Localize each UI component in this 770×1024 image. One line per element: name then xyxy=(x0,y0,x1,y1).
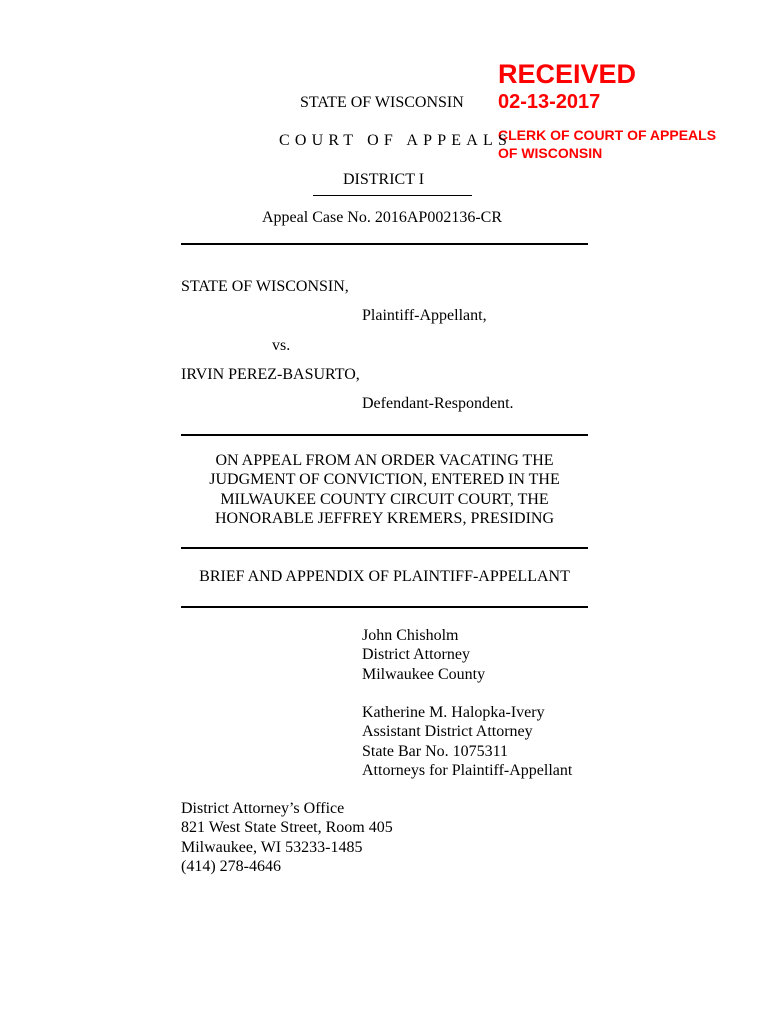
state-heading: STATE OF WISCONSIN xyxy=(300,94,464,111)
court-heading: COURT OF APPEALS xyxy=(279,132,513,149)
appeal-line: HONORABLE JEFFREY KREMERS, PRESIDING xyxy=(215,509,554,527)
counsel-line: Milwaukee County xyxy=(362,665,486,683)
appeal-line: JUDGMENT OF CONVICTION, ENTERED IN THE xyxy=(209,471,560,489)
counsel-line: Katherine M. Halopka-Ivery xyxy=(362,704,545,721)
appeal-line: ON APPEAL FROM AN ORDER VACATING THE xyxy=(215,452,554,469)
counsel-line: District Attorney xyxy=(362,646,470,664)
office-line: (414) 278-4646 xyxy=(181,857,281,875)
counsel-line: Assistant District Attorney xyxy=(362,723,533,741)
appeal-description xyxy=(181,451,588,528)
received-stamp-date: 02-13-2017 xyxy=(498,91,601,113)
defendant-name: IRVIN PEREZ-BASURTO, xyxy=(181,366,360,383)
clerk-line-1: CLERK OF COURT OF APPEALS xyxy=(498,127,717,143)
versus-label: vs. xyxy=(272,337,291,354)
brief-title: BRIEF AND APPENDIX OF PLAINTIFF-APPELLANT xyxy=(199,568,570,585)
district-heading: DISTRICT I xyxy=(343,171,425,188)
counsel-line: Attorneys for Plaintiff-Appellant xyxy=(362,761,573,779)
office-line: 821 West State Street, Room 405 xyxy=(181,819,393,837)
divider-rule-3 xyxy=(181,547,588,549)
divider-rule-4 xyxy=(181,606,588,608)
plaintiff-name: STATE OF WISCONSIN, xyxy=(181,278,349,295)
appeal-line: MILWAUKEE COUNTY CIRCUIT COURT, THE xyxy=(220,490,549,508)
received-stamp-title: RECEIVED xyxy=(498,59,637,89)
district-attorney-block xyxy=(362,626,485,684)
clerk-line-2: OF WISCONSIN xyxy=(498,145,603,161)
counsel-line: State Bar No. 1075311 xyxy=(362,742,509,760)
office-address xyxy=(181,799,393,876)
counsel-line: John Chisholm xyxy=(362,627,459,644)
divider-rule-1 xyxy=(181,243,588,245)
divider-rule-2 xyxy=(181,434,588,436)
office-line: Milwaukee, WI 53233-1485 xyxy=(181,838,363,856)
assistant-attorney-block xyxy=(362,703,572,780)
received-stamp-clerk xyxy=(498,126,716,162)
case-number: Appeal Case No. 2016AP002136-CR xyxy=(262,209,502,226)
plaintiff-role: Plaintiff-Appellant, xyxy=(362,307,487,324)
defendant-role: Defendant-Respondent. xyxy=(362,395,514,412)
office-line: District Attorney’s Office xyxy=(181,800,345,817)
district-underline xyxy=(313,195,472,196)
